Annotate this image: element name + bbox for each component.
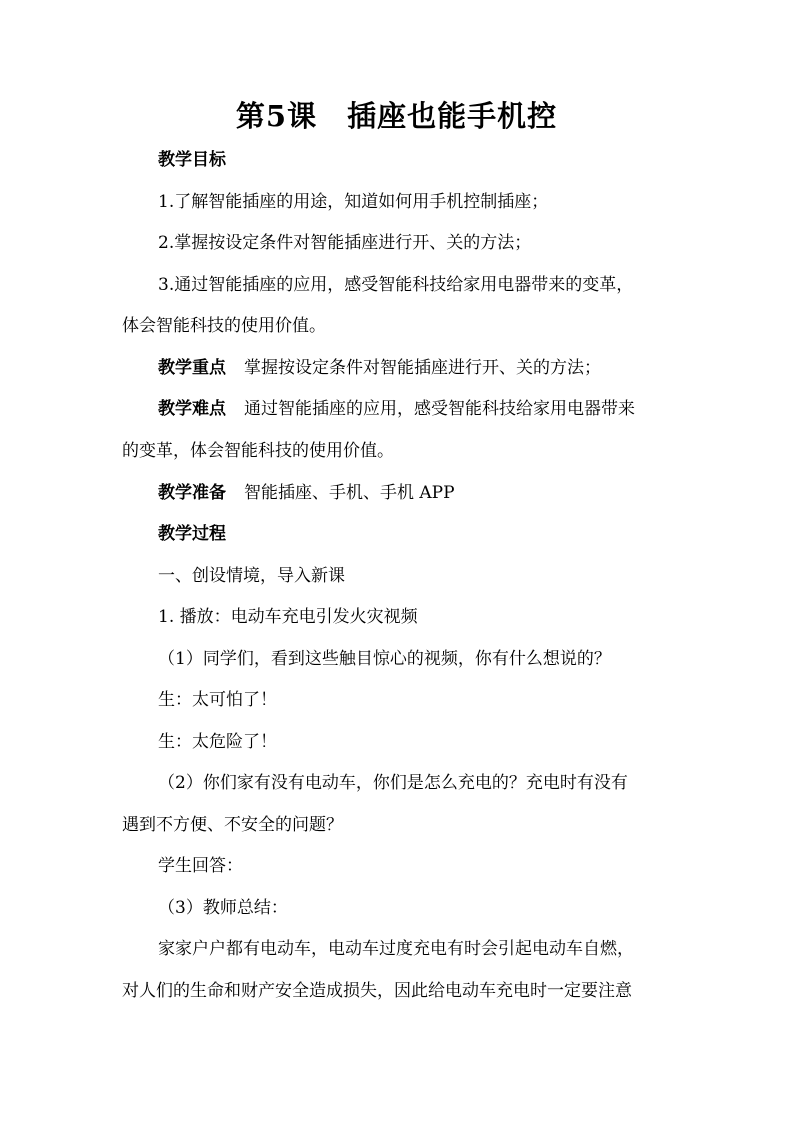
question-2-line-1: （2）你们家有没有电动车，你们是怎么充电的？充电时有没有 — [158, 773, 628, 793]
difficulty-label: 教学难点 — [158, 399, 226, 419]
lesson-name: 插座也能手机控 — [347, 99, 558, 133]
key-point — [158, 356, 682, 380]
answer-2: 生：太危险了！ — [158, 732, 277, 752]
objective-3-line-1: 3.通过智能插座的应用，感受智能科技给家用电器带来的变革， — [158, 275, 634, 295]
key-point-label: 教学重点 — [158, 358, 226, 378]
student-answer: 学生回答： — [158, 856, 243, 876]
answer-1: 生：太可怕了！ — [158, 690, 277, 710]
process-step-1: 1. 播放：电动车充电引发火灾视频 — [158, 607, 418, 627]
difficulty-text-line-1: 通过智能插座的应用，感受智能科技给家用电器带来 — [244, 399, 635, 419]
lesson-number: 第5课 — [235, 99, 318, 133]
preparation-label: 教学准备 — [158, 483, 226, 503]
summary-line-2: 对人们的生命和财产安全造成损失，因此给电动车充电时一定要注意 — [122, 981, 632, 1001]
difficulty — [158, 397, 682, 421]
objective-3-line-2: 体会智能科技的使用价值。 — [122, 316, 326, 336]
objectives-heading: 教学目标 — [158, 150, 226, 170]
difficulty-text-line-2: 的变革，体会智能科技的使用价值。 — [122, 441, 394, 461]
preparation — [158, 481, 682, 505]
question-2-line-2: 遇到不方便、不安全的问题？ — [122, 815, 343, 835]
process-heading: 教学过程 — [158, 524, 226, 544]
question-1: （1）同学们，看到这些触目惊心的视频，你有什么想说的？ — [158, 649, 611, 669]
summary-line-1: 家家户户都有电动车，电动车过度充电有时会引起电动车自燃， — [158, 939, 634, 959]
question-3: （3）教师总结： — [158, 898, 288, 918]
process-section-1: 一、创设情境，导入新课 — [158, 566, 345, 586]
lesson-title — [0, 96, 793, 136]
key-point-text: 掌握按设定条件对智能插座进行开、关的方法； — [244, 358, 601, 378]
preparation-text: 智能插座、手机、手机 APP — [244, 483, 455, 503]
objective-1: 1.了解智能插座的用途，知道如何用手机控制插座； — [158, 192, 549, 212]
objective-2: 2.掌握按设定条件对智能插座进行开、关的方法； — [158, 233, 532, 253]
